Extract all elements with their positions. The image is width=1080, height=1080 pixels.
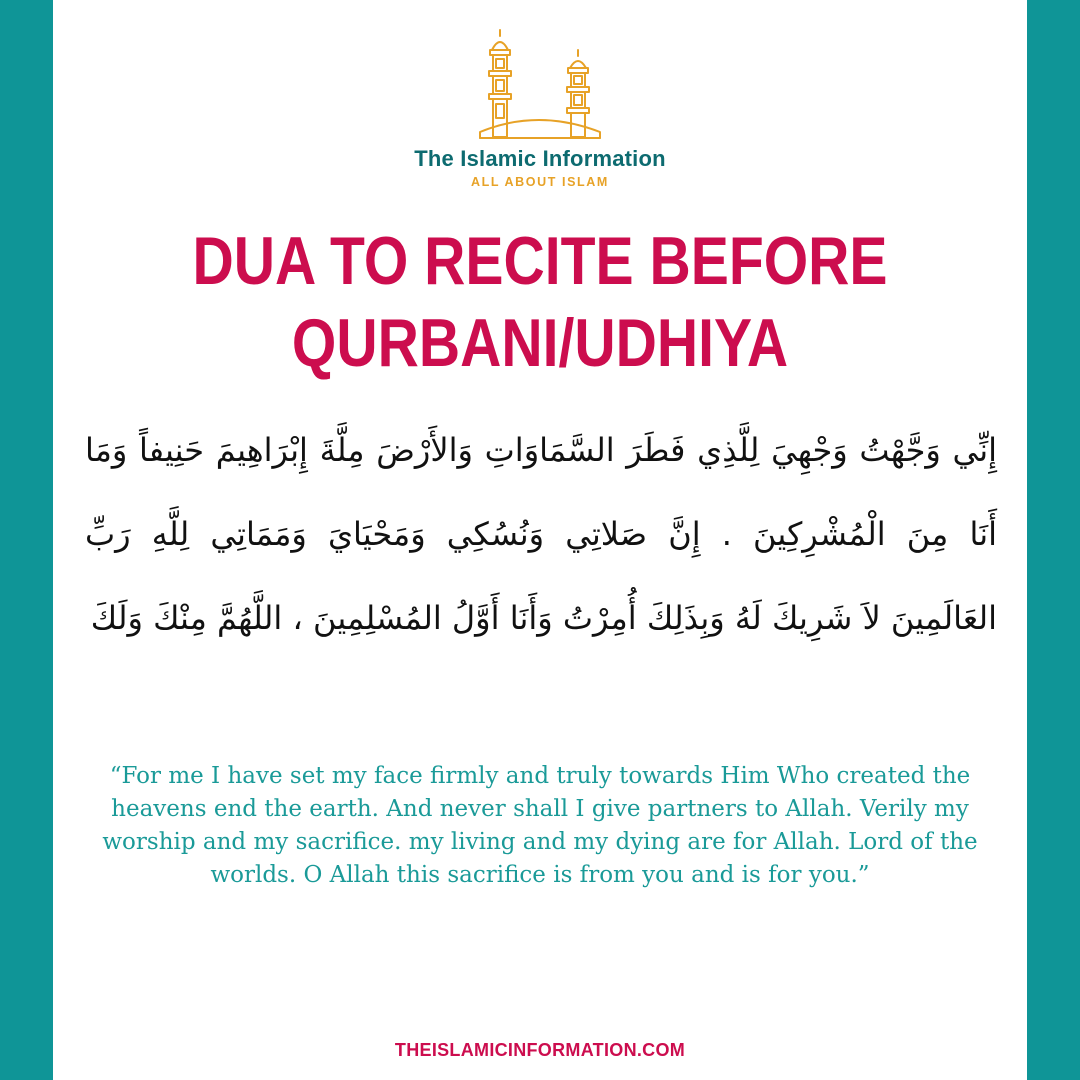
dua-translation: “For me I have set my face firmly and truly towards Him Who created the heavens end the earth. And never shall I give partners to Allah. Verily my worship and my sacrifice. my living and my dying are for Allah. Lord of the worlds. O Allah this sacrifice is from you and is for you.” bbox=[102, 763, 978, 888]
brand-name: The Islamic Information bbox=[414, 146, 666, 171]
mosque-minarets-icon bbox=[478, 28, 602, 144]
title-line-1: DUA TO RECITE BEFORE bbox=[192, 223, 888, 299]
left-border-bar bbox=[0, 0, 53, 1080]
page-title bbox=[137, 220, 943, 384]
dua-arabic-text: إِنِّي وَجَّهْتُ وَجْهِيَ لِلَّذِي فَطَرَ السَّمَاوَاتِ وَالأَرْضَ مِلَّةَ إِبْرَاهِيمَ حَنِيفاً وَمَا أَنَا مِنَ الْمُشْرِكِينَ . إِنَّ صَلاتِي وَنُسُكِي وَمَحْيَايَ وَمَمَاتِي لِلَّهِ رَبِّ العَالَمِينَ لاَ شَرِيكَ لَهُ وَبِذَلِكَ أُمِرْتُ وَأَنَا أَوَّلُ المُسْلِمِينَ ، اللَّهُمَّ مِنْكَ وَلَكَ bbox=[85, 431, 997, 637]
right-border-bar bbox=[1027, 0, 1080, 1080]
title-line-2: QURBANI/UDHIYA bbox=[291, 305, 789, 381]
brand-logo bbox=[380, 28, 700, 198]
website-link[interactable]: THEISLAMICINFORMATION.COM bbox=[394, 1040, 686, 1060]
brand-tagline: ALL ABOUT ISLAM bbox=[471, 175, 609, 189]
